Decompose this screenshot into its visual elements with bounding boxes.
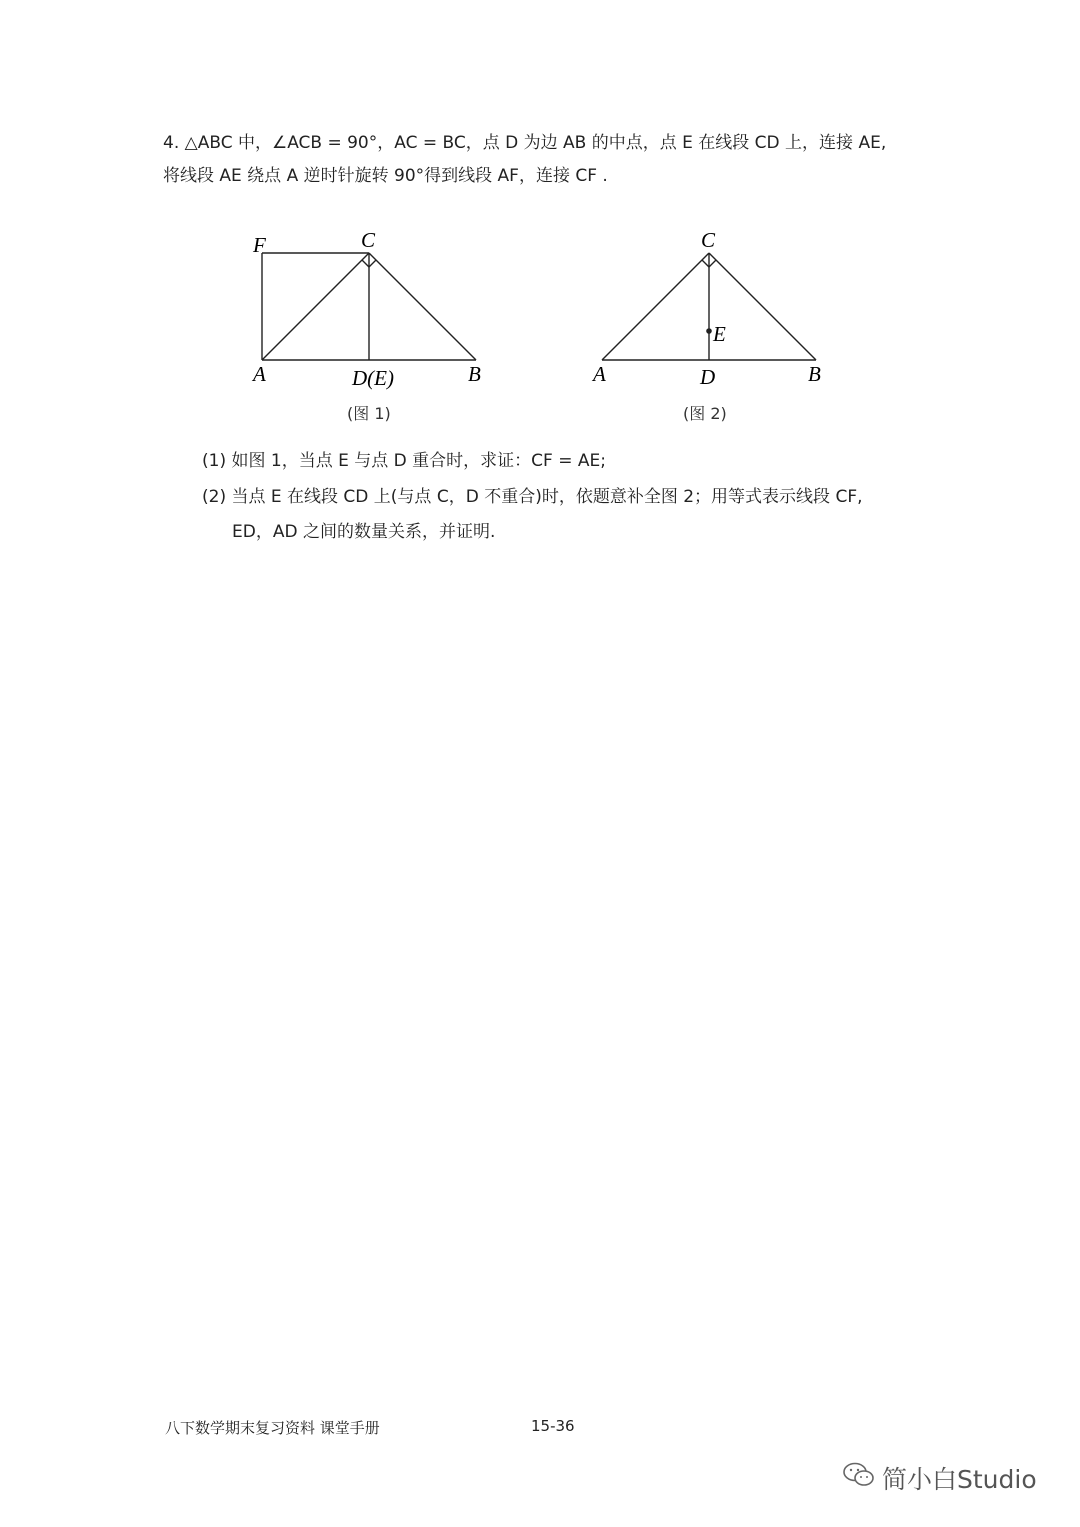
- problem-statement-line-1: 4. △ABC 中，∠ACB = 90°，AC = BC，点 D 为边 AB 的中点，点 E 在线段 CD 上，连接 AE,: [163, 133, 887, 153]
- question-1: (1) 如图 1，当点 E 与点 D 重合时，求证：CF = AE;: [202, 451, 606, 471]
- label-c: C: [361, 228, 376, 252]
- figure-1: [240, 225, 500, 395]
- figure-1-diagram: [240, 225, 500, 395]
- segment-cb: [369, 253, 476, 360]
- point-e: [706, 328, 712, 334]
- label-e: E: [713, 322, 726, 346]
- label-d: D: [700, 365, 716, 389]
- label-a: A: [253, 362, 266, 386]
- figure-1-caption: (图 1): [347, 404, 391, 423]
- label-d-e: D(E): [352, 366, 394, 390]
- label-a: A: [593, 362, 606, 386]
- watermark: [842, 1460, 1037, 1496]
- label-b: B: [808, 362, 821, 386]
- wechat-icon: [842, 1461, 876, 1495]
- figure-2-diagram: [580, 225, 840, 395]
- watermark-text: 简小白Studio: [882, 1465, 1037, 1494]
- figure-2-caption: (图 2): [683, 404, 727, 423]
- segment-ac: [262, 253, 369, 360]
- question-2-line-1: (2) 当点 E 在线段 CD 上(与点 C，D 不重合)时，依题意补全图 2；用等式表示线段 CF,: [202, 487, 863, 507]
- label-f: F: [253, 233, 266, 257]
- footer-title: 八下数学期末复习资料 课堂手册: [165, 1419, 380, 1437]
- problem-statement-line-2: 将线段 AE 绕点 A 逆时针旋转 90°得到线段 AF，连接 CF .: [163, 166, 608, 186]
- label-b: B: [468, 362, 481, 386]
- segment-ac: [602, 253, 709, 360]
- figure-2: [580, 225, 840, 395]
- footer-page-number: 15-36: [531, 1417, 575, 1435]
- question-2-line-2: ED，AD 之间的数量关系，并证明.: [232, 522, 496, 542]
- label-c: C: [701, 228, 716, 252]
